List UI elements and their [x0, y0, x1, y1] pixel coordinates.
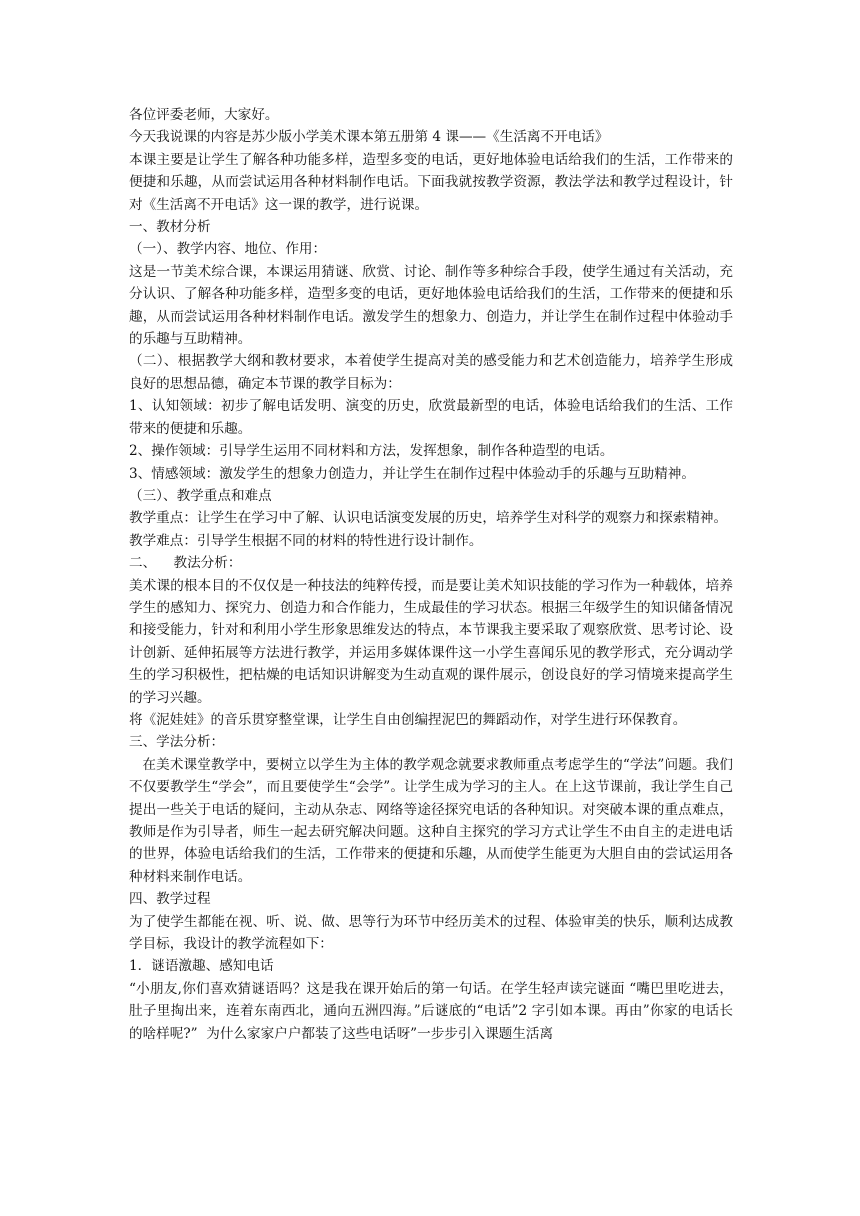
subsection-heading-key-points: （三）、教学重点和难点	[129, 487, 272, 504]
step-heading-riddle: 1．谜语激趣、感知电话	[129, 958, 274, 975]
key-point-paragraph: 教学重点：让学生在学习中了解、认识电话演变发展的历史，培养学生对科学的观察力和探索精神。	[129, 510, 728, 527]
section-heading-teaching-process: 四、教学过程	[129, 891, 211, 908]
learning-method-paragraph: 在美术课堂教学中，要树立以学生为主体的教学观念就要求教师重点考虑学生的“学法”问题。我们不仅要教学生“学会”，而且要使学生“会学”。让学生成为学习的主人。在上这节课前，我让学生自己提出一些关于电话的疑问，主动从杂志、网络等途径探究电话的各种知识。对突破本课的重点难点，教师是作为引导者，师生一起去研究解决问题。这种自主探究的学习方式让学生不由自主的走进电话的世界，体验电话给我们的生活，工作带来的便捷和乐趣，从而使学生能更为大胆自由的尝试运用各种材料来制作电话。	[129, 756, 733, 885]
process-intro-paragraph: 为了使学生都能在视、听、说、做、思等行为环节中经历美术的过程、体验审美的快乐，顺利达成教学目标，我设计的教学流程如下：	[129, 913, 733, 953]
lesson-summary-paragraph: 本课主要是让学生了解各种功能多样，造型多变的电话，更好地体验电话给我们的生活，工作带来的便捷和乐趣，从而尝试运用各种材料制作电话。下面我就按教学资源，教法学法和教学过程设计，针对《生活离不开电话》这一课的教学，进行说课。	[129, 151, 733, 213]
objectives-intro-paragraph: （二）、根据教学大纲和教材要求，本着使学生提高对美的感受能力和艺术创造能力，培养学生形成良好的思想品德，确定本节课的教学目标为：	[129, 353, 733, 392]
section-heading-teaching-method: 二、 教法分析：	[129, 555, 242, 572]
teaching-method-paragraph: 美术课的根本目的不仅仅是一种技法的纯粹传授，而是要让美术知识技能的学习作为一种载体，培养学生的感知力、探究力、创造力和合作能力，生成最佳的学习状态。根据三年级学生的知识储备情况和接受能力，针对和利用小学生形象思维发达的特点，本节课我主要采取了观察欣赏、思考讨论、设计创新、延伸拓展等方法进行教学，并运用多媒体课件这一小学生喜闻乐见的教学形式，充分调动学生的学习积极性，把枯燥的电话知识讲解变为生动直观的课件展示，创设良好的学习情境来提高学生的学习兴趣。	[129, 577, 733, 706]
content-paragraph: 这是一节美术综合课，本课运用猜谜、欣赏、讨论、制作等多种综合手段，使学生通过有关活动，充分认识、了解各种功能多样，造型多变的电话，更好地体验电话给我们的生活，工作带来的便捷和乐趣，从而尝试运用各种材料制作电话。激发学生的想象力、创造力，并让学生在制作过程中体验动手的乐趣与互助精神。	[129, 263, 733, 348]
greeting-paragraph: 各位评委老师，大家好。	[129, 107, 279, 123]
riddle-paragraph: “小朋友,你们喜欢猜谜语吗？这是我在课开始后的第一句话。在学生轻声读完谜面 “嘴巴里吃进去，肚子里掏出来，连着东南西北，通向五洲四海。”后谜底的“电话”2 字引如本课。再由”你家的电话长的啥样呢?” 为什么家家户户都装了这些电话呀”一步步引入课题生活离	[129, 980, 733, 1042]
document-page	[129, 104, 733, 1045]
music-paragraph: 将《泥娃娃》的音乐贯穿整堂课，让学生自由创编捏泥巴的舞蹈动作，对学生进行环保教育。	[129, 711, 687, 728]
objective-emotion: 3、情感领域：激发学生的想象力创造力，并让学生在制作过程中体验动手的乐趣与互助精神。	[129, 465, 695, 482]
section-heading-textbook-analysis: 一、教材分析	[129, 219, 211, 236]
difficulty-paragraph: 教学难点：引导学生根据不同的材料的特性进行设计制作。	[129, 532, 483, 549]
objective-operation: 2、操作领域：引导学生运用不同材料和方法，发挥想象，制作各种造型的电话。	[129, 443, 614, 460]
subsection-heading-content: （一）、教学内容、地位、作用：	[129, 241, 327, 258]
objective-cognitive: 1、认知领域：初步了解电话发明、演变的历史，欣赏最新型的电话，体验电话给我们的生活、工作带来的便捷和乐趣。	[129, 398, 733, 437]
lesson-intro-paragraph: 今天我说课的内容是苏少版小学美术课本第五册第 4 课——《生活离不开电话》	[129, 129, 609, 146]
section-heading-learning-method: 三、学法分析：	[129, 734, 225, 751]
